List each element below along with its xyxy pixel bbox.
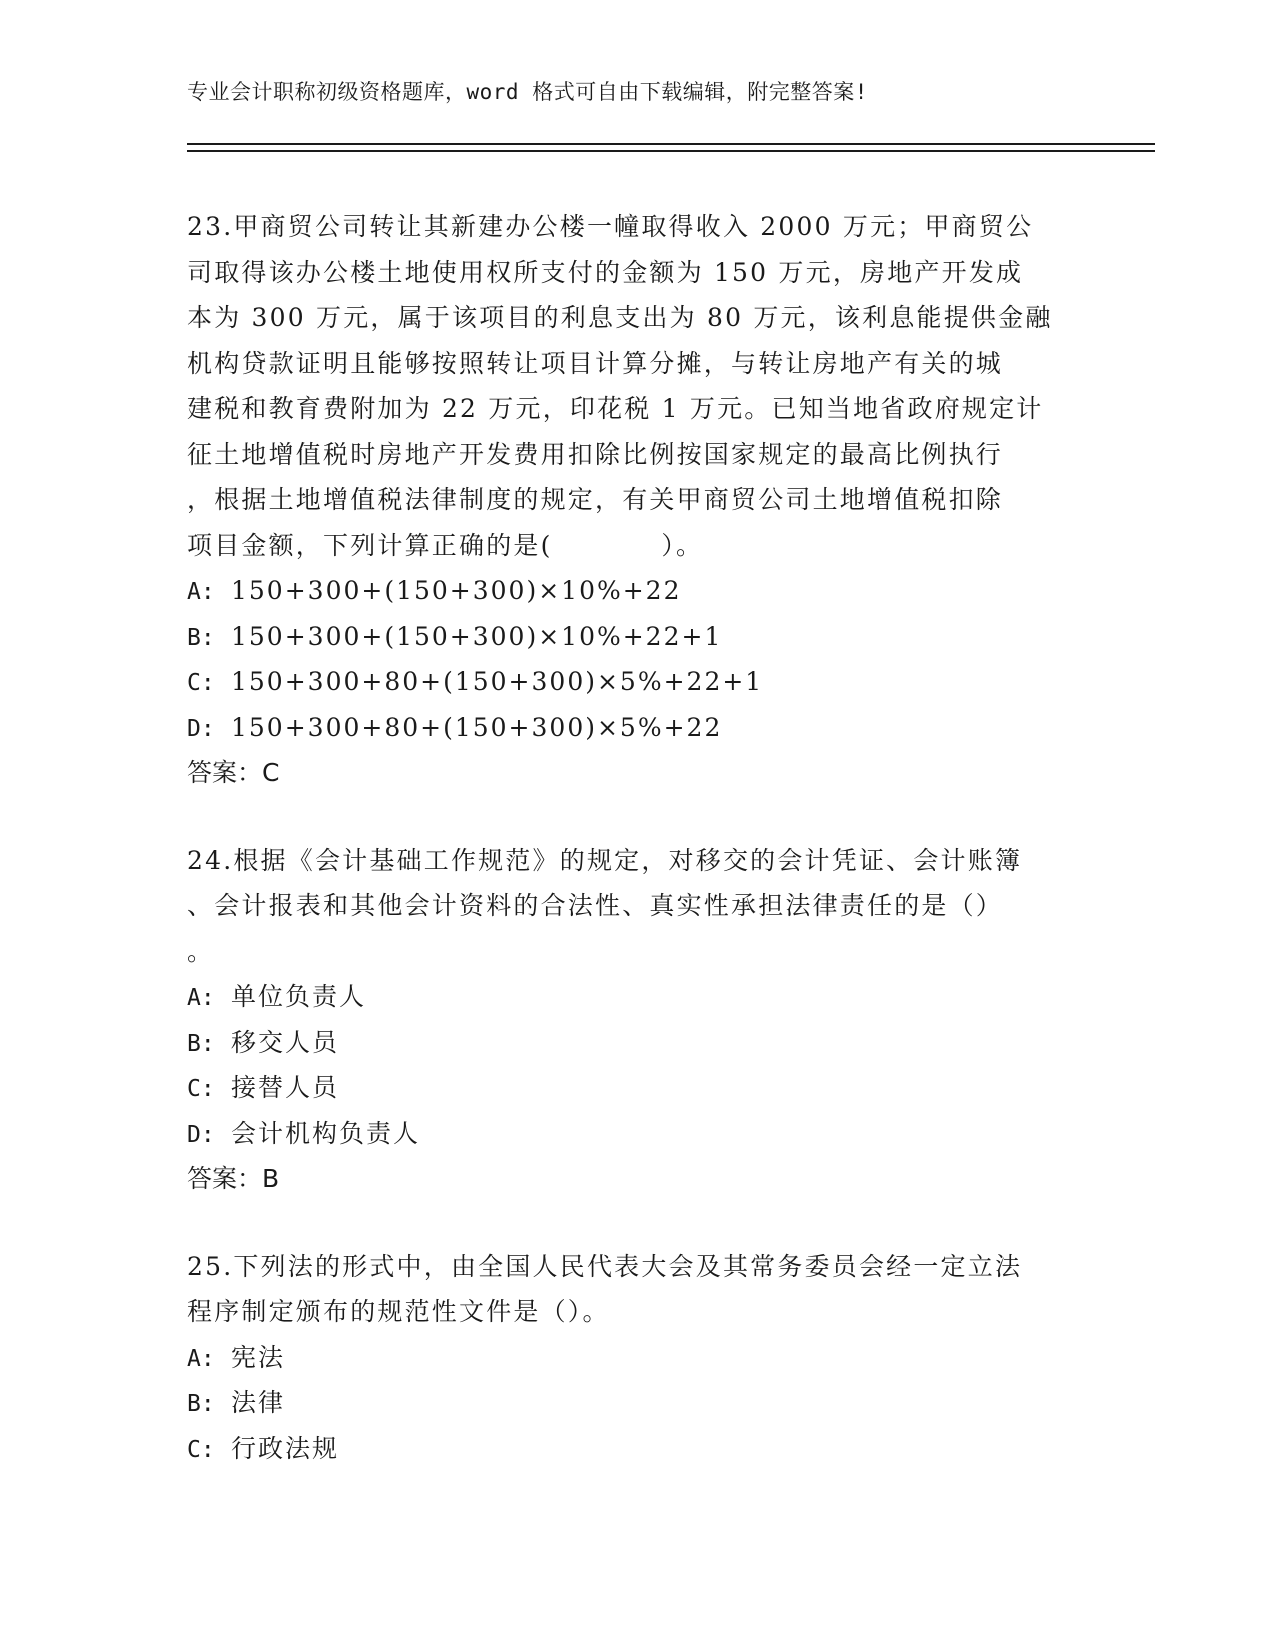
option-text: 150+300+80+(150+300)×5%+22: [231, 712, 723, 742]
option-text: 接替人员: [231, 1073, 340, 1102]
option-a: [187, 1335, 1087, 1381]
question-text-line: 建税和教育费附加为 22 万元，印花税 1 万元。已知当地省政府规定计: [187, 394, 1044, 423]
option-b: [187, 1020, 1087, 1066]
question-25: [187, 1244, 1087, 1472]
question-23: [187, 204, 1087, 796]
option-letter: B:: [187, 624, 215, 651]
option-letter: B:: [187, 1030, 215, 1057]
question-text-line: 项目金额，下列计算正确的是( ）。: [187, 530, 704, 560]
answer-line: 答案：B: [187, 1164, 280, 1193]
option-c: [187, 1065, 1087, 1111]
answer-line: 答案：C: [187, 758, 280, 787]
option-letter: C:: [187, 1436, 215, 1463]
option-text: 150+300+(150+300)×10%+22+1: [231, 621, 723, 651]
option-d: [187, 1111, 1087, 1157]
option-letter: B:: [187, 1391, 215, 1417]
option-letter: C:: [187, 670, 215, 696]
option-text: 法律: [231, 1388, 286, 1417]
option-letter: D:: [187, 715, 215, 742]
question-text-line: 25.下列法的形式中，由全国人民代表大会及其常务委员会经一定立法: [187, 1251, 1023, 1281]
question-text-line: 24.根据《会计基础工作规范》的规定，对移交的会计凭证、会计账簿: [187, 845, 1023, 875]
question-24: [187, 838, 1087, 1202]
question-text-line: 程序制定颁布的规范性文件是（）。: [187, 1297, 610, 1326]
option-text: 150+300+(150+300)×10%+22: [231, 576, 682, 605]
option-text: 行政法规: [231, 1433, 340, 1463]
option-a: [187, 974, 1087, 1020]
option-b: [187, 614, 1087, 660]
option-c: [187, 659, 1087, 705]
option-d: [187, 705, 1087, 751]
option-letter: A:: [187, 985, 215, 1011]
question-text-line: 、会计报表和其他会计资料的合法性、真实性承担法律责任的是（）: [187, 891, 1004, 920]
question-text-line: 机构贷款证明且能够按照转让项目计算分摊，与转让房地产有关的城: [187, 348, 1004, 378]
question-list: [187, 204, 1087, 1513]
question-text-line: 本为 300 万元，属于该项目的利息支出为 80 万元，该利息能提供金融: [187, 303, 1053, 332]
option-text: 会计机构负责人: [231, 1118, 421, 1148]
option-letter: D:: [187, 1121, 215, 1148]
question-text-line: 征土地增值税时房地产开发费用扣除比例按国家规定的最高比例执行: [187, 439, 1004, 469]
question-text-line: ，根据土地增值税法律制度的规定，有关甲商贸公司土地增值税扣除: [187, 485, 1004, 514]
option-text: 移交人员: [231, 1027, 340, 1057]
option-text: 150+300+80+(150+300)×5%+22+1: [231, 667, 764, 696]
question-text-line: 。: [187, 936, 215, 966]
option-letter: A:: [187, 579, 215, 605]
page-header: 专业会计职称初级资格题库，word 格式可自由下载编辑，附完整答案!: [187, 80, 868, 104]
option-text: 宪法: [231, 1342, 286, 1372]
question-text-line: 司取得该办公楼土地使用权所支付的金额为 150 万元，房地产开发成: [187, 257, 1024, 287]
question-text-line: 23.甲商贸公司转让其新建办公楼一幢取得收入 2000 万元；甲商贸公: [187, 212, 1034, 241]
header-divider: [187, 143, 1155, 152]
option-letter: C:: [187, 1076, 215, 1102]
option-a: [187, 568, 1087, 614]
option-b: [187, 1380, 1087, 1426]
option-c: [187, 1426, 1087, 1472]
option-letter: A:: [187, 1345, 215, 1372]
option-text: 单位负责人: [231, 982, 367, 1011]
